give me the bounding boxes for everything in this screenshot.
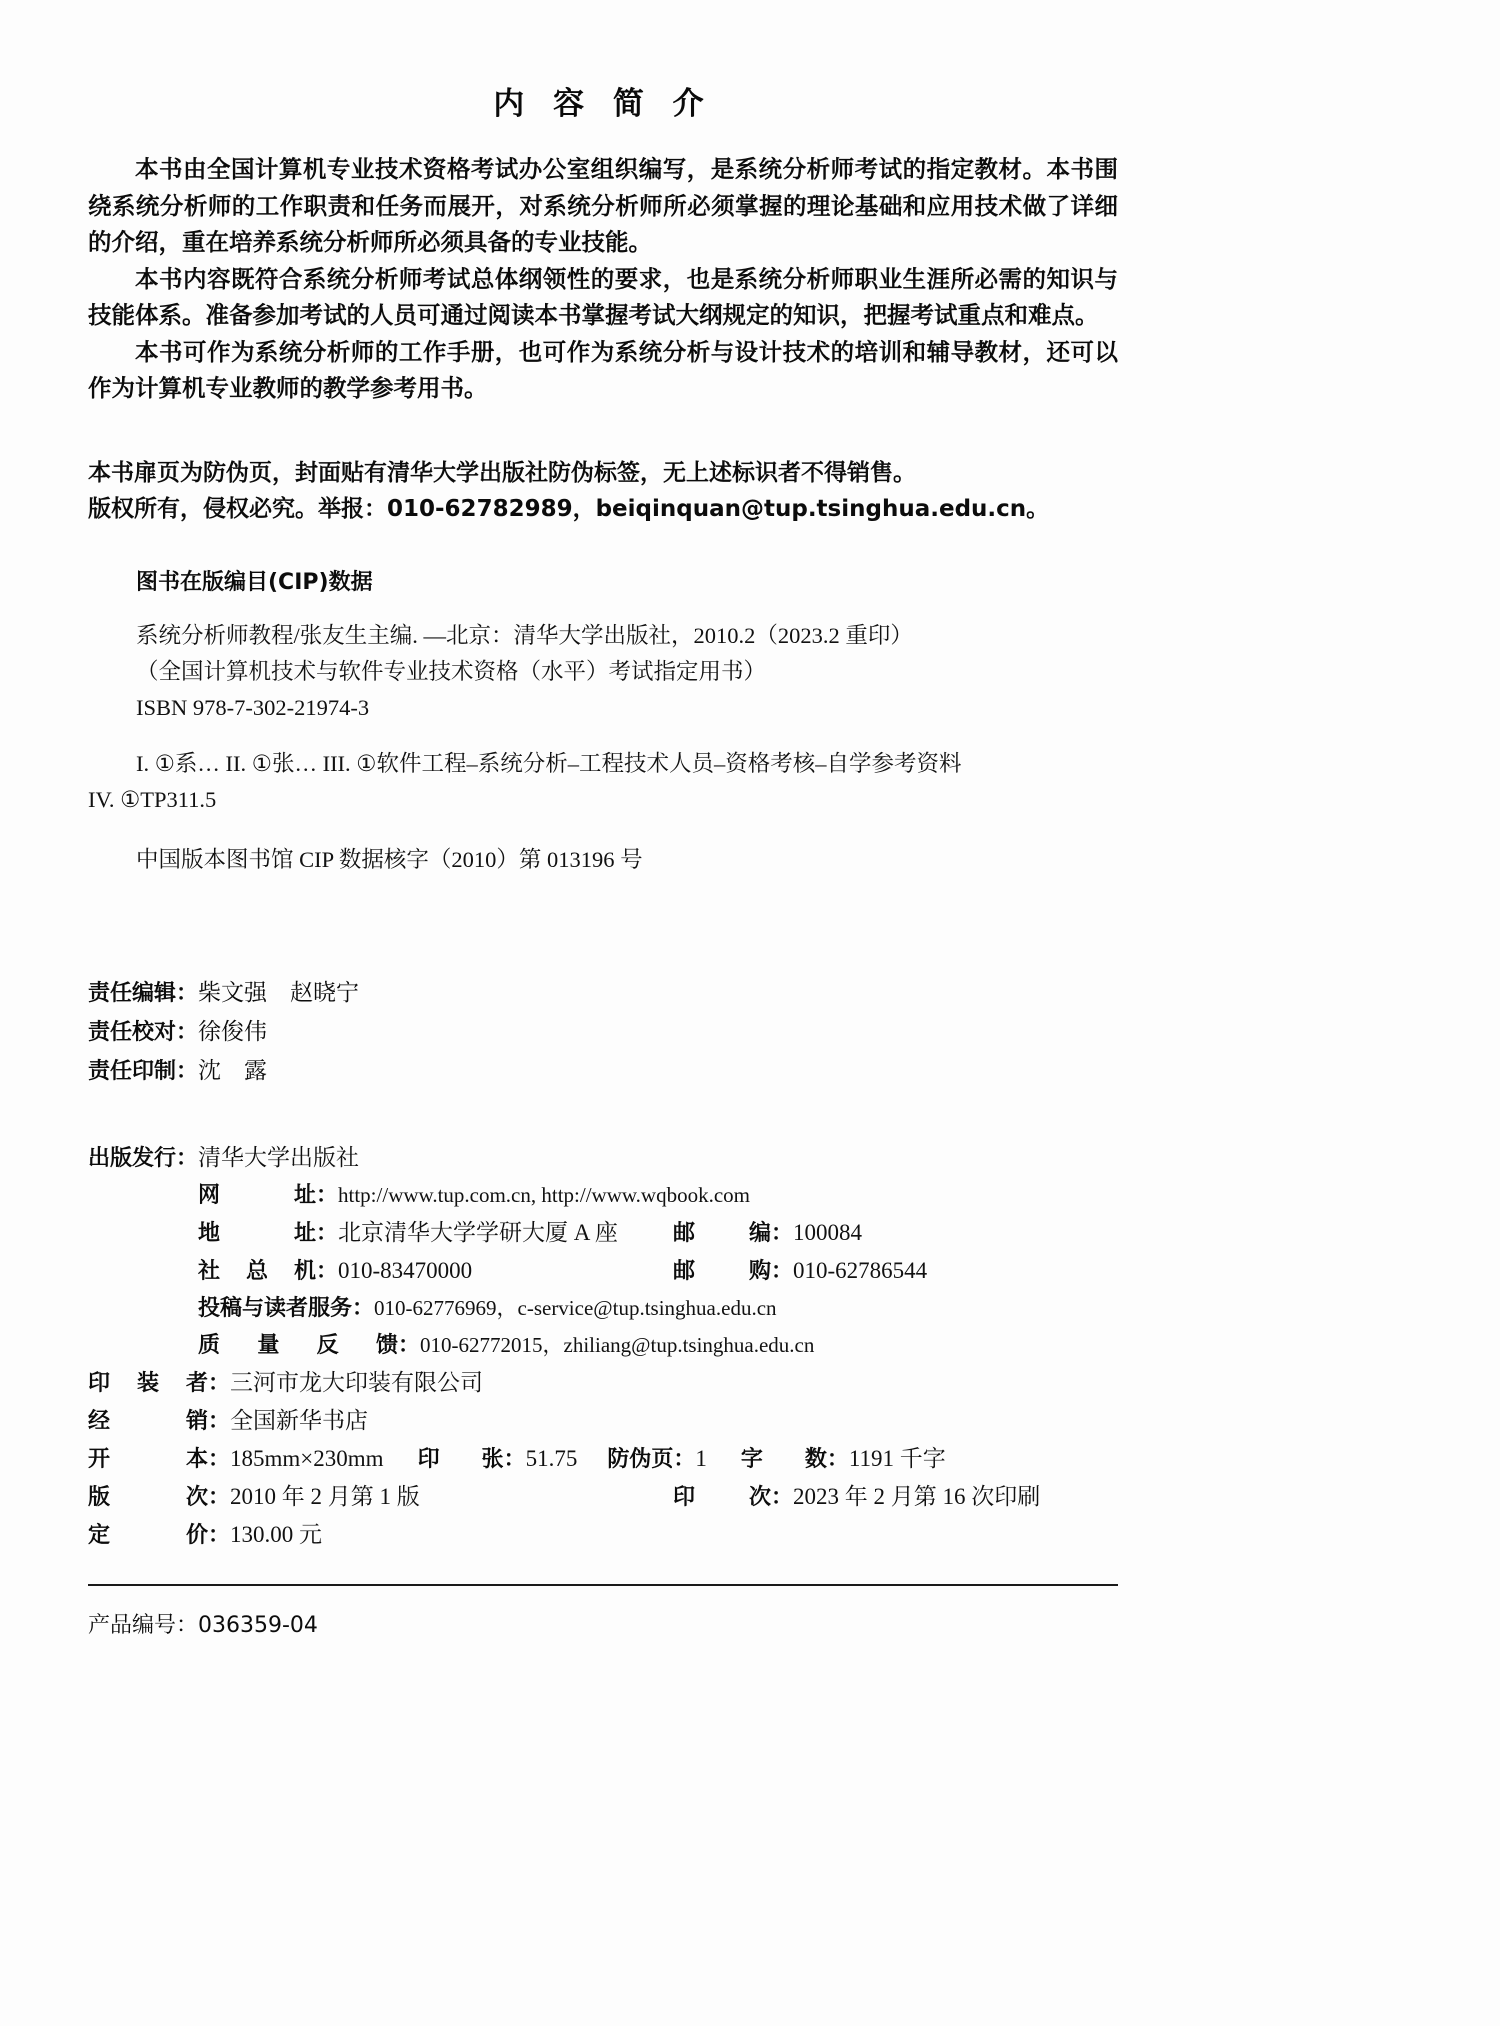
- staff-block: [88, 974, 1118, 1091]
- publisher-row-distributor: [88, 1402, 1118, 1440]
- publisher-row-address: [88, 1214, 1118, 1252]
- staff-label-proofreader: 责任校对：: [88, 1019, 199, 1045]
- publisher-value-switchboard: 010-83470000: [338, 1257, 473, 1283]
- staff-row-proofreader: [88, 1013, 1118, 1052]
- notice-line-1: 本书扉页为防伪页，封面贴有清华大学出版社防伪标签，无上述标识者不得销售。: [88, 459, 916, 486]
- publisher-label-sheets: 印 张: [417, 1446, 504, 1472]
- cip-class-line-1: I. ①系… II. ①张… III. ①软件工程–系统分析–工程技术人员–资格考核–自学参考资料: [136, 750, 962, 776]
- staff-value-proofreader: 徐俊伟: [198, 1018, 268, 1044]
- staff-row-editor: [88, 974, 1118, 1013]
- publisher-value-mailorder: 010-62786544: [793, 1257, 928, 1283]
- publisher-label-switchboard: 社 总 机: [198, 1258, 316, 1284]
- staff-label-printing: 责任印制：: [88, 1058, 199, 1084]
- anti-counterfeit-notice: [88, 455, 1118, 527]
- colon-printer: ：: [208, 1370, 231, 1396]
- intro-paragraph-2: 本书内容既符合系统分析师考试总体纲领性的要求，也是系统分析师职业生涯所必需的知识与技能体系。准备参加考试的人员可通过阅读本书掌握考试大纲规定的知识，把握考试重点和难点。: [88, 264, 1118, 329]
- page-content: [88, 0, 1118, 1639]
- footer-divider: [88, 1584, 1118, 1586]
- publisher-row-edition: [88, 1478, 1118, 1516]
- colon-mailorder: ：: [771, 1258, 794, 1284]
- publisher-row-printer: [88, 1364, 1118, 1402]
- staff-value-editor: 柴文强 赵晓宁: [198, 979, 360, 1005]
- cip-line-1: 系统分析师教程/张友生主编. —北京：清华大学出版社，2010.2（2023.2 重印）: [136, 622, 913, 648]
- colon-price: ：: [208, 1522, 231, 1548]
- cip-block: [88, 618, 1118, 878]
- colon-website: ：: [316, 1182, 339, 1208]
- publisher-label-impression: 印 次: [673, 1484, 771, 1510]
- publisher-row-quality: [88, 1327, 1118, 1364]
- publisher-impression-group: [673, 1478, 1040, 1516]
- staff-label-editor: 责任编辑：: [88, 980, 199, 1006]
- colon-distributor: ：: [208, 1408, 231, 1434]
- notice-line-2: 版权所有，侵权必究。举报：010-62782989，beiqinquan@tup.tsinghua.edu.cn。: [88, 495, 1050, 522]
- publisher-label-submission: 投稿与读者服务：: [198, 1295, 375, 1321]
- publisher-row-website: [88, 1177, 1118, 1214]
- staff-row-printing: [88, 1052, 1118, 1091]
- publisher-value-wordcount: 1191 千字: [848, 1445, 946, 1471]
- publisher-label-website: 网 址: [198, 1182, 316, 1208]
- publisher-row-issue: [88, 1139, 1118, 1177]
- colon-edition: ：: [208, 1484, 231, 1510]
- publisher-value-price: 130.00 元: [230, 1521, 323, 1547]
- colon-switchboard: ：: [316, 1258, 339, 1284]
- intro-paragraph-1: 本书由全国计算机专业技术资格考试办公室组织编写，是系统分析师考试的指定教材。本书围绕系统分析师的工作职责和任务而展开，对系统分析师所必须掌握的理论基础和应用技术做了详细的介绍，重在培养系统分析师所必须具备的专业技能。: [88, 155, 1118, 256]
- colon-impression: ：: [771, 1484, 794, 1510]
- intro-paragraph-3: 本书可作为系统分析师的工作手册，也可作为系统分析与设计技术的培训和辅导教材，还可以作为计算机专业教师的教学参考用书。: [88, 337, 1118, 402]
- publisher-label-address: 地 址: [198, 1220, 316, 1246]
- colon-sheets: ：: [503, 1446, 526, 1472]
- publisher-label-wordcount: 字 数: [740, 1446, 827, 1472]
- staff-value-printing: 沈 露: [198, 1057, 268, 1083]
- colon-postcode: ：: [771, 1220, 794, 1246]
- colon-quality: ：: [398, 1332, 421, 1358]
- publisher-label-distributor: 经 销: [88, 1408, 208, 1434]
- publisher-row-price: [88, 1516, 1118, 1554]
- publisher-value-format: 185mm×230mm: [230, 1445, 384, 1471]
- publisher-value-antifake-pages: 1: [695, 1445, 707, 1471]
- publisher-value-postcode: 100084: [793, 1219, 863, 1245]
- publisher-value-website[interactable]: http://www.tup.com.cn, http://www.wqbook.com: [338, 1182, 751, 1207]
- cip-class-line-2: IV. ①TP311.5: [88, 786, 217, 812]
- product-number-value: 036359-04: [198, 1612, 318, 1638]
- publisher-label-mailorder: 邮 购: [673, 1258, 771, 1284]
- colon-address: ：: [316, 1220, 339, 1246]
- publisher-mailorder-group: [673, 1252, 927, 1290]
- cip-isbn: ISBN 978-7-302-21974-3: [136, 694, 370, 720]
- publisher-row-submission: [88, 1290, 1118, 1327]
- publisher-row-switchboard: [88, 1252, 1118, 1290]
- product-number-row: [88, 1608, 1118, 1639]
- publisher-value-issue: 清华大学出版社: [198, 1144, 360, 1170]
- publisher-label-postcode: 邮 编: [673, 1220, 771, 1246]
- publisher-row-format: [88, 1440, 1118, 1478]
- publisher-value-sheets: 51.75: [525, 1445, 578, 1471]
- publisher-label-printer: 印 装 者: [88, 1370, 208, 1396]
- publisher-value-address: 北京清华大学学研大厦 A 座: [338, 1219, 618, 1245]
- product-number-label: 产品编号：: [88, 1612, 199, 1638]
- colon-wordcount: ：: [826, 1446, 849, 1472]
- publisher-value-impression: 2023 年 2 月第 16 次印刷: [793, 1483, 1041, 1509]
- publisher-value-submission[interactable]: 010-62776969，c-service@tup.tsinghua.edu.cn: [374, 1295, 777, 1320]
- cip-hezi-line: 中国版本图书馆 CIP 数据核字（2010）第 013196 号: [136, 846, 643, 872]
- publisher-value-edition: 2010 年 2 月第 1 版: [230, 1483, 420, 1509]
- page-title: 内 容 简 介: [493, 86, 713, 122]
- publisher-label-antifake-pages: 防伪页：: [607, 1446, 696, 1472]
- publisher-label-quality: 质 量 反 馈: [198, 1332, 398, 1358]
- publisher-label-price: 定 价: [88, 1522, 208, 1548]
- cip-line-2: （全国计算机技术与软件专业技术资格（水平）考试指定用书）: [136, 658, 767, 684]
- publisher-label-issue: 出版发行：: [88, 1145, 199, 1171]
- publisher-value-printer: 三河市龙大印装有限公司: [230, 1369, 484, 1395]
- publisher-label-format: 开 本: [88, 1446, 208, 1472]
- publisher-label-edition: 版 次: [88, 1484, 208, 1510]
- publisher-postcode-group: [673, 1214, 862, 1252]
- publisher-block: [88, 1139, 1118, 1554]
- publisher-value-quality[interactable]: 010-62772015，zhiliang@tup.tsinghua.edu.cn: [420, 1332, 815, 1357]
- colon-format: ：: [208, 1446, 231, 1472]
- publisher-value-distributor: 全国新华书店: [230, 1407, 369, 1433]
- intro-section: [88, 151, 1118, 407]
- cip-heading: 图书在版编目(CIP)数据: [136, 569, 373, 595]
